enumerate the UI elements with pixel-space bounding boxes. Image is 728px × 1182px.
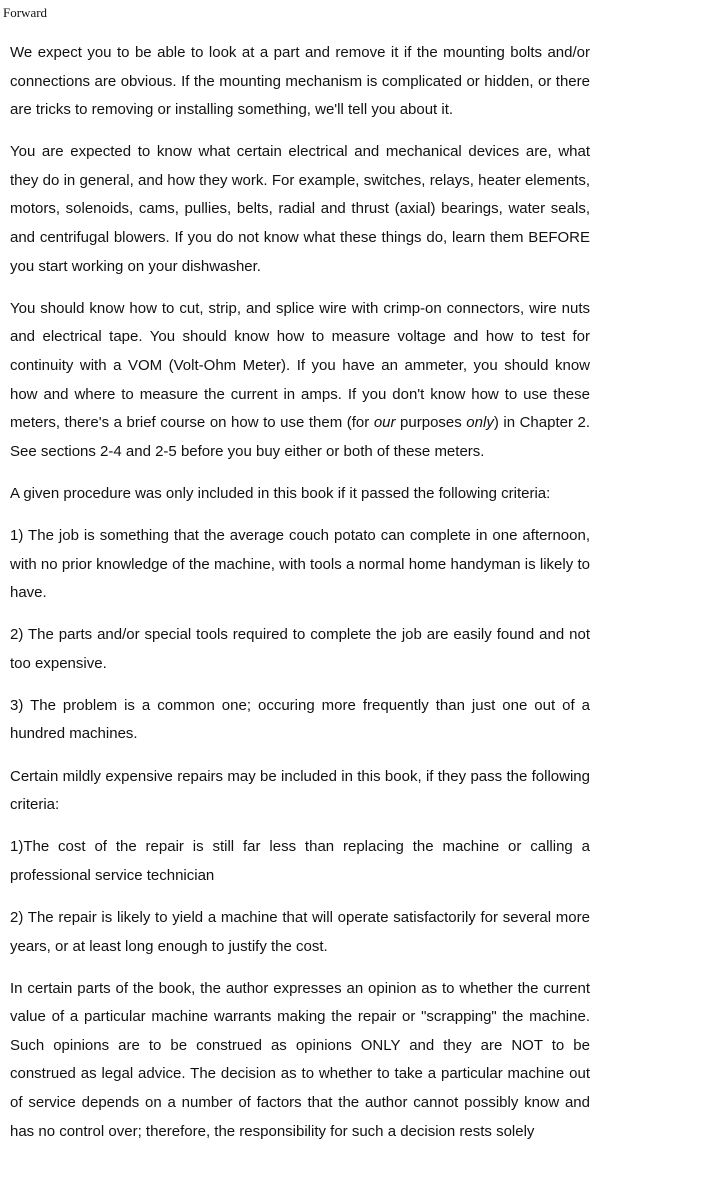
paragraph-expectations-removal: We expect you to be able to look at a part and remove it if the mounting bolts and/or connections are obvious. If the mounting mechanism is complicated or hidden, or there are tricks to removing or installing something, we'll tell you about it. bbox=[10, 44, 590, 119]
text-segment: purposes bbox=[395, 414, 467, 432]
paragraph-wiring-meters bbox=[10, 295, 590, 467]
emphasis-only: only bbox=[466, 414, 494, 432]
paragraph-expected-knowledge: You are expected to know what certain electrical and mechanical devices are, what they do in general, and how they work. For example, switches, relays, heater elements, motors, solenoids, cams, pullies, belts, radial and thrust (axial) bearings, water seals, and centrifugal blowers. If you do not know what these things do, learn them BEFORE you start working on your dishwasher. bbox=[10, 143, 590, 275]
text-segment: You should know how to cut, strip, and splice wire with crimp-on connectors, wire nuts and electrical tape. You should know how to measure voltage and how to test for continuity with a VOM (Volt-Ohm Meter). If you have an ammeter, you should know how and where to measure the current in amps. If you don't know how to use these meters, there's a brief course on how to use them (for bbox=[10, 299, 590, 432]
page-header: Forward bbox=[3, 5, 48, 20]
expensive-criteria-item-1: 1)The cost of the repair is still far less than replacing the machine or calling a professional service technician bbox=[10, 838, 590, 884]
paragraph-criteria-intro: A given procedure was only included in this book if it passed the following criteria: bbox=[10, 484, 551, 502]
criteria-item-1: 1) The job is something that the average couch potato can complete in one afternoon, with no prior knowledge of the machine, with tools a normal home handyman is likely to have. bbox=[10, 526, 590, 602]
expensive-criteria-item-2: 2) The repair is likely to yield a machine that will operate satisfactorily for several more years, or at least long enough to justify the cost. bbox=[10, 908, 590, 955]
emphasis-our: our bbox=[373, 414, 396, 432]
document-body bbox=[10, 39, 590, 1160]
text-segment: ) in Chapter 2. See sections 2-4 and 2-5 before you buy either or both of these meters. bbox=[10, 414, 590, 460]
criteria-item-2: 2) The parts and/or special tools required to complete the job are easily found and not too expensive. bbox=[10, 626, 590, 672]
criteria-item-3: 3) The problem is a common one; occuring more frequently than just one out of a hundred machines. bbox=[10, 696, 590, 743]
paragraph-opinion-disclaimer: In certain parts of the book, the author expresses an opinion as to whether the current value of a particular machine warrants making the repair or "scrapping" the machine. Such opinions are to be construed as opinions ONLY and they are NOT to be construed as legal advice. The decision as to whether to take a particular machine out of service depends on a number of factors that the author cannot possibly know and has no control over; therefore, the responsibility for such a decision rests solely bbox=[10, 979, 590, 1140]
paragraph-expensive-repairs-intro: Certain mildly expensive repairs may be included in this book, if they pass the following criteria: bbox=[10, 767, 590, 814]
